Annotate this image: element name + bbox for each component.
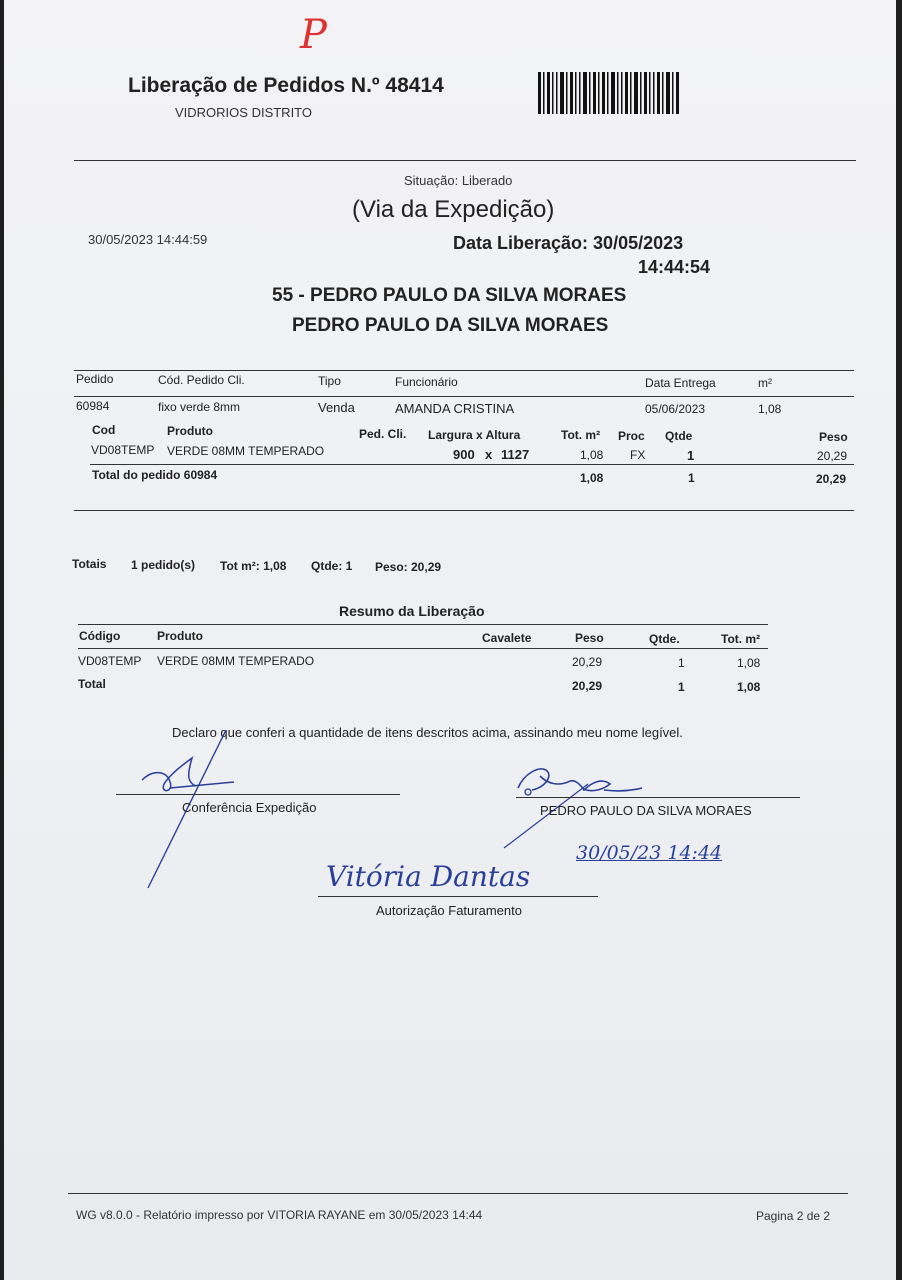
release-date: Data Liberação: 30/05/2023 (453, 233, 684, 253)
order-total-m2: 1,08 (580, 471, 604, 485)
item-produto: VERDE 08MM TEMPERADO (167, 444, 325, 458)
col-tipo: Tipo (318, 374, 341, 388)
handwritten-mark: P (300, 12, 327, 58)
client-signature (484, 754, 674, 850)
release-time: 14:44:54 (638, 257, 711, 277)
summary-row-qtde: 1 (678, 656, 685, 670)
order-header-rule (74, 396, 854, 397)
item-col-peso: Peso (819, 430, 848, 444)
item-col-cod: Cod (92, 423, 116, 437)
totals-m2: Tot m²: 1,08 (220, 559, 287, 573)
client-signature-line (516, 797, 800, 798)
item-proc: FX (630, 448, 646, 462)
client-line-2: PEDRO PAULO DA SILVA MORAES (292, 315, 609, 336)
summary-col-qtde: Qtde. (649, 632, 680, 646)
order-total-label: Total do pedido 60984 (92, 468, 218, 482)
summary-total-tot-m2: 1,08 (737, 680, 761, 694)
order-m2: 1,08 (758, 402, 782, 416)
item-qtde: 1 (687, 448, 695, 463)
order-data-entrega: 05/06/2023 (645, 402, 706, 416)
summary-col-codigo: Código (79, 629, 121, 643)
totals-peso: Peso: 20,29 (375, 560, 442, 574)
item-altura: 1127 (501, 447, 530, 462)
order-total-peso: 20,29 (816, 472, 847, 486)
footer-printed-by: WG v8.0.0 - Relatório impresso por VITORIA RAYANE em 30/05/2023 14:44 (76, 1208, 483, 1222)
item-col-largura-altura: Largura x Altura (428, 428, 521, 442)
footer-rule (68, 1193, 848, 1194)
autorizacao-line (318, 896, 598, 897)
print-timestamp: 30/05/2023 14:44:59 (88, 232, 208, 247)
col-m2: m² (758, 376, 772, 390)
autorizacao-label: Autorização Faturamento (376, 903, 522, 918)
summary-row-tot-m2: 1,08 (737, 656, 761, 670)
item-cod: VD08TEMP (91, 443, 155, 457)
totals-qtde: Qtde: 1 (311, 559, 353, 573)
summary-col-produto: Produto (157, 629, 203, 643)
header-rule (74, 160, 856, 161)
summary-header-rule (78, 648, 768, 649)
col-cod-pedido-cli: Cód. Pedido Cli. (158, 373, 245, 387)
company-name: VIDRORIOS DISTRITO (175, 105, 312, 120)
document-page (4, 0, 896, 1280)
item-col-qtde: Qtde (665, 429, 693, 443)
summary-total-label: Total (78, 677, 106, 691)
conferencia-label: Conferência Expedição (182, 800, 317, 815)
declaration-text: Declaro que conferi a quantidade de itens descritos acima, assinando meu nome legível. (172, 725, 683, 740)
item-col-produto: Produto (167, 424, 213, 438)
summary-top-rule (78, 624, 768, 625)
col-funcionario: Funcionário (395, 375, 458, 389)
summary-row-codigo: VD08TEMP (78, 654, 142, 668)
footer-page-number: Pagina 2 de 2 (756, 1209, 831, 1223)
order-tipo: Venda (318, 400, 355, 415)
item-col-tot-m2: Tot. m² (561, 428, 601, 442)
summary-col-tot-m2: Tot. m² (721, 632, 761, 646)
order-total-qtde: 1 (688, 471, 695, 485)
col-data-entrega: Data Entrega (645, 376, 716, 390)
summary-col-peso: Peso (575, 631, 604, 645)
item-col-proc: Proc (618, 429, 645, 443)
summary-title: Resumo da Liberação (339, 603, 485, 619)
item-largura: 900 (453, 447, 475, 462)
handwritten-date: 30/05/23 14:44 (576, 842, 723, 864)
item-tot-m2: 1,08 (580, 448, 604, 462)
totals-pedidos: 1 pedido(s) (131, 558, 196, 572)
conferencia-line (116, 794, 400, 795)
order-table-top-rule (74, 370, 854, 371)
barcode (538, 72, 680, 114)
status-text: Situação: Liberado (404, 173, 513, 188)
item-x: x (485, 447, 493, 462)
totals-label: Totais (72, 557, 107, 571)
item-peso: 20,29 (817, 449, 848, 463)
order-cod-pedido-cli: fixo verde 8mm (158, 400, 241, 414)
client-line-1: 55 - PEDRO PAULO DA SILVA MORAES (272, 285, 627, 306)
via-label: (Via da Expedição) (352, 196, 555, 223)
summary-col-cavalete: Cavalete (482, 631, 532, 645)
item-total-rule (90, 464, 854, 465)
summary-row-produto: VERDE 08MM TEMPERADO (157, 654, 315, 668)
autorizacao-signature: Vitória Dantas (326, 860, 531, 893)
col-pedido: Pedido (76, 372, 114, 386)
order-funcionario: AMANDA CRISTINA (395, 401, 515, 416)
summary-total-qtde: 1 (678, 680, 685, 694)
item-col-ped-cli: Ped. Cli. (359, 427, 407, 441)
summary-total-peso: 20,29 (572, 679, 603, 693)
order-table-bottom-rule (74, 510, 854, 511)
order-pedido: 60984 (76, 399, 110, 413)
document-title: Liberação de Pedidos N.º 48414 (128, 74, 444, 97)
client-signature-label: PEDRO PAULO DA SILVA MORAES (540, 803, 752, 818)
summary-row-peso: 20,29 (572, 655, 603, 669)
